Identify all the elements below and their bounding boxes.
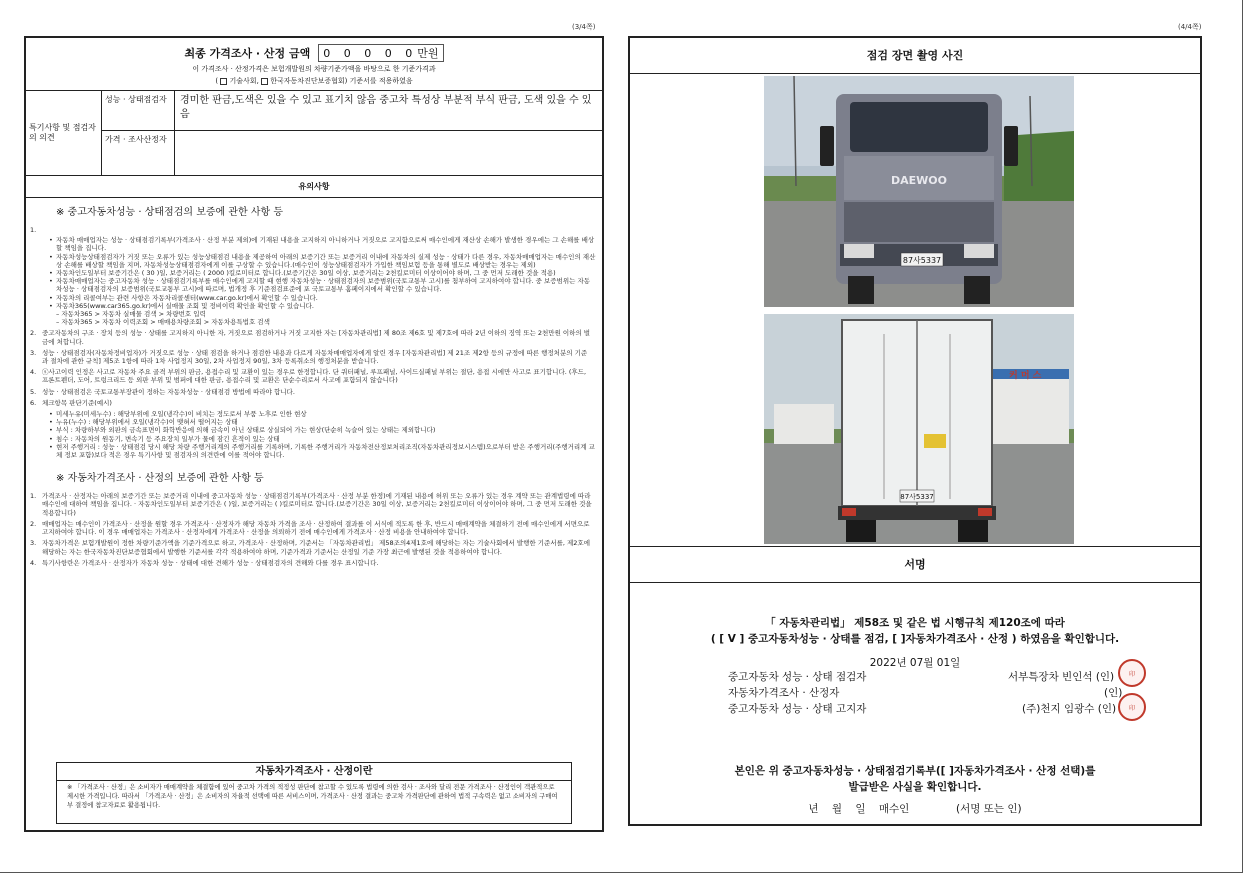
truck-rear-photo	[764, 314, 1074, 544]
notifier-name: (주)천지 임광수 (인)	[1022, 703, 1117, 715]
definition-box	[56, 762, 572, 824]
final-price-header	[26, 38, 602, 91]
price-subtitle: 이 가격조사 · 산정가격은 보험개발원의 차량기준가액을 바탕으로 한 기준가격과	[192, 65, 436, 73]
law-line-2: ( [ V ] 중고자동차성능 · 상태를 점검, [ ]자동차가격조사 · 산정 ) 하였음을 확인합니다.	[710, 633, 1120, 645]
price-amount-field[interactable]: 0 0 0 0 0만원	[318, 44, 443, 62]
caution-title: 유의사항	[26, 176, 602, 198]
perf-inspector-opinion: 경미한 판금,도색은 있을 수 있고 표기치 않음 중고차 특성상 부분적 부식 판금, 도색 있을 수 있음	[175, 91, 602, 131]
price-appraiser-label: 가격 · 조사산정자	[105, 135, 167, 144]
confirm-line-1: 본인은 위 중고자동차성능 · 상태점검기록부([ ]자동차가격조사 · 산정 선택)를	[734, 765, 1096, 777]
list-item: • 자동차 매매업자는 성능 · 상태점검기록부(가격조사 · 산정 부분 제외)에 기재된 내용을 고지하지 아니하거나 거짓으로 고지함으로써 매수인에게 재산상 손해가 발생한 경우에는 그 손해를 배상할 책임을 집니다.	[56, 236, 596, 252]
photo-section-title: 점검 장면 촬영 사진	[630, 38, 1200, 74]
list-item: 3. 성능 · 상태점검자(자동차정비업자)가 거짓으로 성능 · 상태 점검을 하거나 점검한 내용과 다르게 자동차매매업자에게 알린 경우 [자동차관리법] 제 21조 제2항 등의 규정에 따른 행정처분의 기준과 절차에 관한 규칙] 제5조 1항에 따라 1차 사업정지 30일, 2차 사업정지 90일, 3차 등록취소의 행정처분을 받습니다.	[30, 348, 588, 366]
photo-area	[630, 74, 1200, 547]
list-item: • 자동차의 리콜여부는 관련 사항은 자동차리콜센터(www.car.go.kr)에서 확인할 수 있습니다.	[56, 294, 596, 302]
list-item: 4. 특기사항란은 가격조사 · 산정자가 자동차 성능 · 상태에 대한 견해가 성능 · 상태점검자의 견해와 다를 경우 표시합니다.	[30, 558, 379, 567]
notifier-seal-icon: 印	[1118, 693, 1146, 721]
page-number-left: (3/4쪽)	[572, 23, 596, 31]
list-item: • 침수 : 자동차의 원동기, 변속기 등 주요장치 일부가 물에 잠긴 흔적이 있는 상태	[56, 435, 596, 443]
left-page	[24, 36, 604, 832]
list-item: 2. 중고자동차의 구조 · 장치 등의 성능 · 상태를 고지하지 아니한 자, 거짓으로 점검하거나 거짓 고지한 자는 [자동차관리법] 제 80조 제6호 및 제7호에 따라 2년 이하의 징역 또는 2천만원 이하의 벌금에 처합니다.	[30, 329, 591, 346]
list-item: • 자동차365(www.car365.go.kr)에서 실매물 조회 및 정비이력 확인을 확인할 수 있습니다.	[56, 302, 596, 310]
notifier-label: 중고자동차 성능 · 상태 고지자	[728, 703, 867, 715]
list-item: • 미세누유(미세누수) : 해당부위에 오일(냉각수)이 비치는 정도로서 부품 노후로 인한 현상	[56, 410, 596, 418]
list-item: • 자동차성능상태점검자가 거짓 또는 오류가 있는 성능상태점검 내용을 제공하여 아래의 보증기간 또는 보증거리 이내에 자동차의 실제 성능 · 상태가 다른 경우, 자동차매매업자는 매수인의 재산상 손해를 배상할 책임을 지며, 자동차성능상태점검자에게 이를 구상할 수 있습니다.(매수인이 성능상태점검자가 가입한 책임보험 등을 통해 별도로 배상받는 경우는 제외)	[56, 253, 596, 269]
list-item: 1. 가격조사 · 산정자는 아래의 보증기간 또는 보증거리 이내에 중고자동차 성능 · 상태점검기록부(가격조사 · 산정 부분 한정)에 기재된 내용에 허위 또는 오류가 있는 경우 계약 또는 관계법령에 따라 매수인에 대하여 책임을 집니다. · 자동차인도일부터 보증기간은 ( )일, 보증거리는 ( )킬로미터로 합니다.(보증기간은 30일 이상, 보증거리는 2천킬로미터 이상이어야 하며, 그 중 먼저 도래한 것을 적용합니다)	[30, 492, 592, 517]
list-item: • 누유(누수) : 해당부위에서 오일(냉각수)이 맺혀서 떨어지는 상태	[56, 418, 596, 426]
list-item: • 자동차매매업자는 중고자동차 성능 · 상태점검기록부를 매수인에게 고지할 때 현행 자동차성능 · 상태점검자의 보증범위(국토교통부 고시)를 첨부하여 고지하여야 합니다. 중 보증범위는 자동차성능 · 상태점검자의 보증범위(국토교통부 고시)에 따르며, 법개정 후 기준점검표준에 포 국토교통부 홈페이지에서 확인할 수 있습니다.	[56, 277, 596, 293]
list-item: 3. 자동차가격은 보험개발원이 정한 차량기준가액을 기준가격으로 하고, 가격조사 · 산정하며, 기준서는 「자동차관리법」 제58조의4제1호에 해당하는 자는 기술사회에서 발행한 기준서를, 제2호에 해당하는 자는 한국자동차진단보증협회에서 발행한 기준서를 각각 적용하여야 하며, 기준가격과 기준서는 산정일 기준 가장 최근에 발행된 것을 적용하여야 합니다.	[30, 539, 590, 556]
perf-inspector-label: 성능 · 상태점검자	[102, 91, 174, 131]
section1-body: 1. • 자동차 매매업자는 성능 · 상태점검기록부(가격조사 · 산정 부분 제외)에 기재된 내용을 고지하지 아니하거나 거짓으로 고지함으로써 매수인에게 재산상 손해가 발생한 경우에는 그 손해를 배상할 책임을 집니다. • 자동차성능상태점검자가 거짓 또는 오류가 있는 성능상태점검 내용을 제공하여 아래의 보증기간 또는 보증거리 이내에 자동차의 실제 성능 · 상태가 다른 경우, 자동차매매업자는 매수인의 재산상 손해를 배상할 책임을 지며, 자동차성능상태점검자에게 이를 구상할 수 있습니다.(매수인이 성능상태점검자가 가입한 책임보험 등을 통해 별도로 배상받는 경우는 제외) • 자동차인도일부터 보증기간은 ( 30 )일, 보증거리는 ( 2000 )킬로미터로 합니다.(보증기간은 30일 이상, 보증거리는 2천킬로미터 이상이어야 하며, 그 중 먼저 도래한 것을 적용) • 자동차매매업자는 중고자동차 성능 · 상태점검기록부를 매수인에게 고지할 때 현행 자동차성능 · 상태점검자의 보증범위(국토교통부 고시)를 첨부하여 고지하여야 합니다. 중 보증범위는 자동차성능 · 상태점검자의 보증범위(국토교통부 고시)에 따르며, 법개정 후 기준점검표준에 포 국토교통부 홈페이지에서 확인할 수 있습니다. • 자동차의 리콜여부는 관련 사항은 자동차리콜센터(www.car.go.kr)에서 확인할 수 있습니다. • 자동차365(www.car365.go.kr)에서 실매물 조회 및 정비이력 확인을 확인할 수 있습니다. – 자동차365 > 자동차 실매물 검색 > 차량번호 입력 – 자동차365 > 자동차 이력조회 > 매매용차량조회 > 자동차용특법호 검색 2. 중고자동차의 구조 · 장치 등의 성능 · 상태를 고지하지 아니한 자, 거짓으로 점검하거나 거짓 고지한 자는 [자동차관리법] 제 80조 제6호 및 제7호에 따라 2년 이하의 징역 또는 2천만원 이하의 벌금에 처합니다. 3. 성능 · 상태점검자(자동차정비업자)가 거짓으로 성능 · 상태 점검을 하거나 점검한 내용과 다르게 자동차매매업자에게 알린 경우 [자동차관리법] 제 21조 제2항 등의 규정에 따른 행정처분의 기준과 절차에 관한 규칙] 제5조 1항에 따라 1차 사업정지 30일, 2차 사업정지 90일, 3차 등록취소의 행정처분을 받습니다. 4. ⓢ사고이력 인정은 사고로 자동차 주요 골격 부위의 판금, 용접수리 및 교환이 있는 경우로 한정합니다. 단 쿼터패널, 루프패널, 사이드실패널 부위는 절단, 용접 시에만 사고로 표기합니다. (후드, 프론트펜더, 도어, 트렁크리드 등 외판 부위 및 범퍼에 대한 판금, 용접수리 및 교환은 단순수리로서 사고에 포함되지 않습니다) 5. 성능 · 상태점검은 국토교통부장관이 정하는 자동차성능 · 상태점검 방법에 따라야 합니다. 6. 체크항목 판단기준(예시) • 미세누유(미세누수) : 해당부위에 오일(냉각수)이 비치는 정도로서 부품 노후로 인한 현상 • 누유(누수) : 해당부위에서 오일(냉각수)이 맺혀서 떨어지는 상태 • 부식 : 차량하부와 외판의 금속표면이 화학반응에 의해 금속이 아닌 상태로 상실되어 가는 현상(단순히 녹슬어 있는 상태는 제외합니다) • 침수 : 자동차의 원동기, 변속기 등 주요장치 일부가 물에 잠긴 흔적이 있는 상태 • 현저 주행거리 : 성능 · 상태점검 당시 해당 차량 주행거리계의 주행거리를 기록하며, 기록한 주행거리가 자동차전산정보처리조직(자동차관리정보시스템)으로부터 받은 주행거리(주행거리계 교체 정보 포함)보다 적은 경우 특기사항 및 점검자의 의견란에 이를 적어야 합니다.	[26, 226, 602, 459]
confirm-line-2: 발급받은 사실을 확인합니다.	[848, 781, 982, 793]
list-item: • 부식 : 차량하부와 외판의 금속표면이 화학반응에 의해 금속이 아닌 상태로 상실되어 가는 현상(단순히 녹슬어 있는 상태는 제외합니다)	[56, 426, 596, 434]
signature-area	[630, 583, 1200, 826]
definition-text: ※ 「가격조사 · 산정」은 소비자가 매매계약을 체결함에 있어 중고차 가격의 적정성 판단에 참고할 수 있도록 법령에 의한 검사 · 조사와 달리 전문 가격조사 · 산정인이 객관적으로 제시한 가격입니다. 따라서 「가격조사 · 산정」은 소비자의 자율적 선택에 따른 서비스이며, 가격조사 · 산정 결과는 중고차 가격판단에 관하여 법적 구속력은 없고 소비자의 구매여부 결정에 참고자료로 활용됩니다.	[67, 784, 558, 809]
list-item: – 자동차365 > 자동차 실매물 검색 > 차량번호 입력	[56, 310, 206, 319]
appraiser-label: 자동차가격조사 · 산정자	[728, 687, 840, 699]
appraiser-name: (인)	[1104, 687, 1123, 699]
front-plate-text: 87사5337	[902, 256, 942, 265]
section1-title: ※ 중고자동차성능 · 상태점검의 보증에 관한 사항 등	[56, 207, 284, 218]
building-sign-text: 커 머 스	[1009, 371, 1042, 381]
law-line-1: 「 자동차관리법」 제58조 및 같은 법 시행규칙 제120조에 따라	[765, 617, 1065, 629]
inspector-seal-icon: 印	[1118, 659, 1146, 687]
sign-date: 2022년 07월 01일	[869, 657, 961, 669]
list-item: 4. ⓢ사고이력 인정은 사고로 자동차 주요 골격 부위의 판금, 용접수리 및 교환이 있는 경우로 한정합니다. 단 쿼터패널, 루프패널, 사이드실패널 부위는 절단, 용접 시에만 사고로 표기합니다. (후드, 프론트펜더, 도어, 트렁크리드 등 외판 부위 및 범퍼에 대한 판금, 용접수리 및 교환은 단순수리로서 사고에 포함되지 않습니다)	[30, 368, 587, 385]
definition-title: 자동차가격조사 · 산정이란	[57, 763, 571, 781]
rear-plate-text: 87사5337	[900, 493, 934, 501]
opinion-label: 특기사항 및 점검자의 의견	[26, 91, 102, 175]
checkbox-engineers[interactable]	[220, 78, 227, 85]
list-item: • 자동차인도일부터 보증기간은 ( 30 )일, 보증거리는 ( 2000 )킬로미터로 합니다.(보증기간은 30일 이상, 보증거리는 2천킬로미터 이상이어야 하며, 그 중 먼저 도래한 것을 적용)	[56, 269, 596, 277]
section2-body	[26, 492, 602, 567]
page-number-right: (4/4쪽)	[1178, 23, 1202, 31]
criteria-line: ( 기술사회, 한국자동차진단보증협회) 기준서를 적용하였음	[215, 77, 413, 85]
inspector-label: 중고자동차 성능 · 상태 점검자	[728, 671, 867, 683]
list-item: 2. 매매업자는 매수인이 가격조사 · 산정을 원할 경우 가격조사 · 산정자가 해당 자동차 가격을 조사 · 산정하여 결과를 이 서식에 적도록 한 후, 반드시 매매계약을 체결하기 전에 매수인에게 서면으로 고지하여야 합니다. 이 경우 매매업자는 가격조사 · 산정자에게 가격조사 · 산정을 의뢰하기 전에 매수인에게 가격조사 · 산정 비용을 안내하여야 합니다.	[30, 519, 590, 537]
section2-title: ※ 자동차가격조사 · 산정의 보증에 관한 사항 등	[56, 473, 264, 485]
inspector-name: 서부특장차 빈인석 (인)	[1008, 671, 1115, 683]
buyer-sign-line[interactable]: 년 월 일 매수인 (서명 또는 인)	[808, 803, 1022, 815]
truck-brand-text: DAEWOO	[891, 174, 947, 187]
truck-front-photo	[764, 76, 1074, 307]
list-item: 6. 체크항목 판단기준(예시)	[30, 398, 112, 407]
final-price-title: 최종 가격조사 · 산정 금액	[184, 47, 311, 60]
list-item: 5. 성능 · 상태점검은 국토교통부장관이 정하는 자동차성능 · 상태점검 방법에 따라야 합니다.	[30, 387, 295, 396]
list-item: – 자동차365 > 자동차 이력조회 > 매매용차량조회 > 자동차용특법호 검색	[56, 318, 270, 327]
list-item: • 현저 주행거리 : 성능 · 상태점검 당시 해당 차량 주행거리계의 주행거리를 기록하며, 기록한 주행거리가 자동차전산정보처리조직(자동차관리정보시스템)으로부터 받은 주행거리(주행거리계 교체 정보 포함)보다 적은 경우 특기사항 및 점검자의 의견란에 이를 적어야 합니다.	[56, 443, 596, 459]
signature-section-title: 서명	[630, 547, 1200, 583]
checkbox-association[interactable]	[261, 78, 268, 85]
right-page	[628, 36, 1202, 826]
opinion-table	[26, 91, 602, 176]
